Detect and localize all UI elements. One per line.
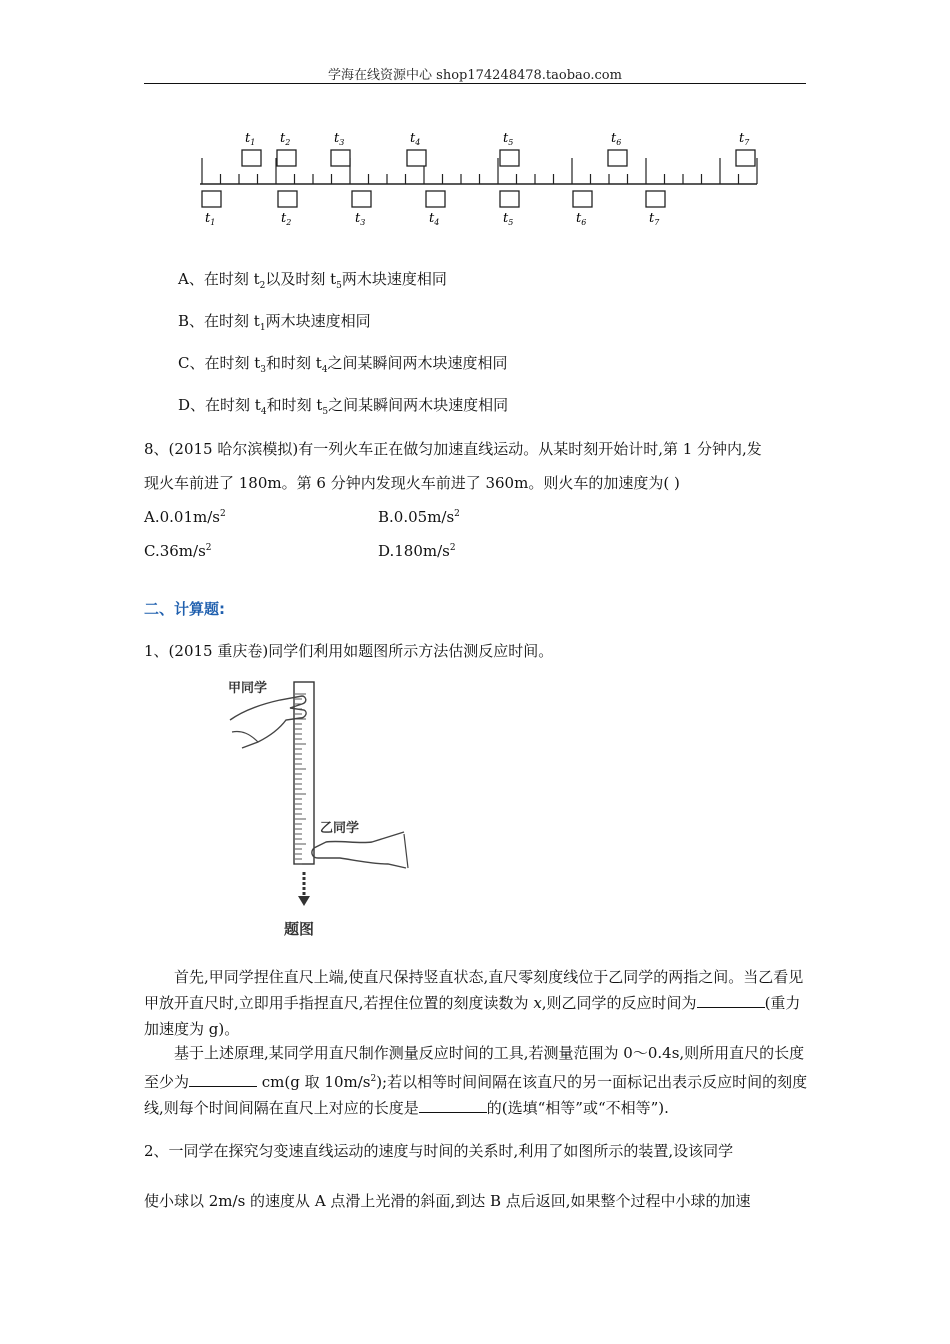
calc1-title: 1、(2015 重庆卷)同学们利用如题图所示方法估测反应时间。	[144, 642, 554, 660]
upper-time-label: $t_2$	[280, 131, 291, 147]
option-b: B、在时刻 $t_1$两木块速度相同	[178, 312, 371, 333]
lower-time-label: $t_3$	[355, 211, 366, 227]
lower-block	[646, 191, 665, 207]
page-header: 学海在线资源中心 shop174248478.taobao.com	[328, 68, 622, 83]
upper-block	[242, 150, 261, 166]
lower-block	[573, 191, 592, 207]
q8-choice-a: $A.0.01m/s^2$	[144, 508, 226, 526]
lower-time-label: $t_6$	[576, 211, 587, 227]
label-yi: 乙同学	[320, 821, 360, 836]
q8-choice-d: $D.180m/s^2$	[378, 542, 456, 560]
lower-block	[500, 191, 519, 207]
lower-time-label: $t_1$	[205, 211, 216, 227]
block-motion-figure	[190, 118, 770, 236]
ruler-figure	[222, 672, 412, 942]
hand-jia-sleeve	[232, 731, 258, 742]
upper-block	[331, 150, 350, 166]
q8-line1: 8、(2015 哈尔滨模拟)有一列火车正在做匀加速直线运动。从某时刻开始计时,第 1 分钟内,发	[144, 440, 762, 458]
upper-block	[736, 150, 755, 166]
lower-block	[352, 191, 371, 207]
lower-block	[278, 191, 297, 207]
lower-block-row	[202, 191, 665, 227]
q8-line2: 现火车前进了 180m。第 6 分钟内发现火车前进了 360m。则火车的加速度为( )	[144, 474, 680, 492]
q8-choice-c: $C.36m/s^2$	[144, 542, 212, 560]
calc2-line1: 2、一同学在探究匀变速直线运动的速度与时间的关系时,利用了如图所示的装置,设该同学	[144, 1142, 734, 1160]
upper-time-label: $t_4$	[410, 131, 421, 147]
upper-time-label: $t_7$	[739, 131, 750, 147]
label-jia: 甲同学	[228, 681, 268, 696]
lower-time-label: $t_4$	[429, 211, 440, 227]
upper-block	[407, 150, 426, 166]
calc2-line2: 使小球以 2m/s 的速度从 A 点滑上光滑的斜面,到达 B 点后返回,如果整个过程中小球的加速	[144, 1192, 751, 1210]
option-a: A、在时刻 $t_2$以及时刻 $t_5$两木块速度相同	[178, 270, 447, 291]
figure-caption: 题图	[284, 920, 315, 938]
calc1-paragraph-2: 基于上述原理,某同学用直尺制作测量反应时间的工具,若测量范围为 0～0.4s,则所用直尺的长度至少为 cm(g 取 $10m/s^2$);若以相等时间间隔在该直尺的另一面标记出表示反应时间的刻度线,则每个时间间隔在直尺上对应的长度是 的(选填“相等”或“不相等”).	[144, 1044, 808, 1117]
lower-block	[426, 191, 445, 207]
upper-time-label: $t_3$	[334, 131, 345, 147]
hand-yi	[312, 832, 406, 868]
q8-choice-b: $B.0.05m/s^2$	[378, 508, 460, 526]
answer-blank-2[interactable]	[189, 1072, 257, 1087]
option-c: C、在时刻 $t_3$和时刻 $t_4$之间某瞬间两木块速度相同	[178, 354, 508, 375]
answer-blank-1[interactable]	[697, 993, 765, 1008]
upper-block	[608, 150, 627, 166]
header-rule	[144, 83, 806, 84]
hand-yi-cuff	[404, 834, 408, 868]
lower-time-label: $t_5$	[503, 211, 514, 227]
upper-block	[500, 150, 519, 166]
section-title: 二、计算题:	[144, 600, 225, 618]
upper-time-label: $t_5$	[503, 131, 514, 147]
answer-blank-3[interactable]	[419, 1098, 487, 1113]
lower-block	[202, 191, 221, 207]
upper-time-label: $t_1$	[245, 131, 256, 147]
fall-arrow-head	[298, 896, 310, 906]
lower-time-label: $t_2$	[281, 211, 292, 227]
option-d: D、在时刻 $t_4$和时刻 $t_5$之间某瞬间两木块速度相同	[178, 396, 509, 417]
upper-time-label: $t_6$	[611, 131, 622, 147]
calc1-paragraph-1: 首先,甲同学捏住直尺上端,使直尺保持竖直状态,直尺零刻度线位于乙同学的两指之间。当乙看见甲放开直尺时,立即用手指捏直尺,若捏住位置的刻度读数为 x,则乙同学的反应时间为 (重力加速度为 g)。	[144, 968, 804, 1038]
lower-time-label: $t_7$	[649, 211, 660, 227]
upper-block	[277, 150, 296, 166]
